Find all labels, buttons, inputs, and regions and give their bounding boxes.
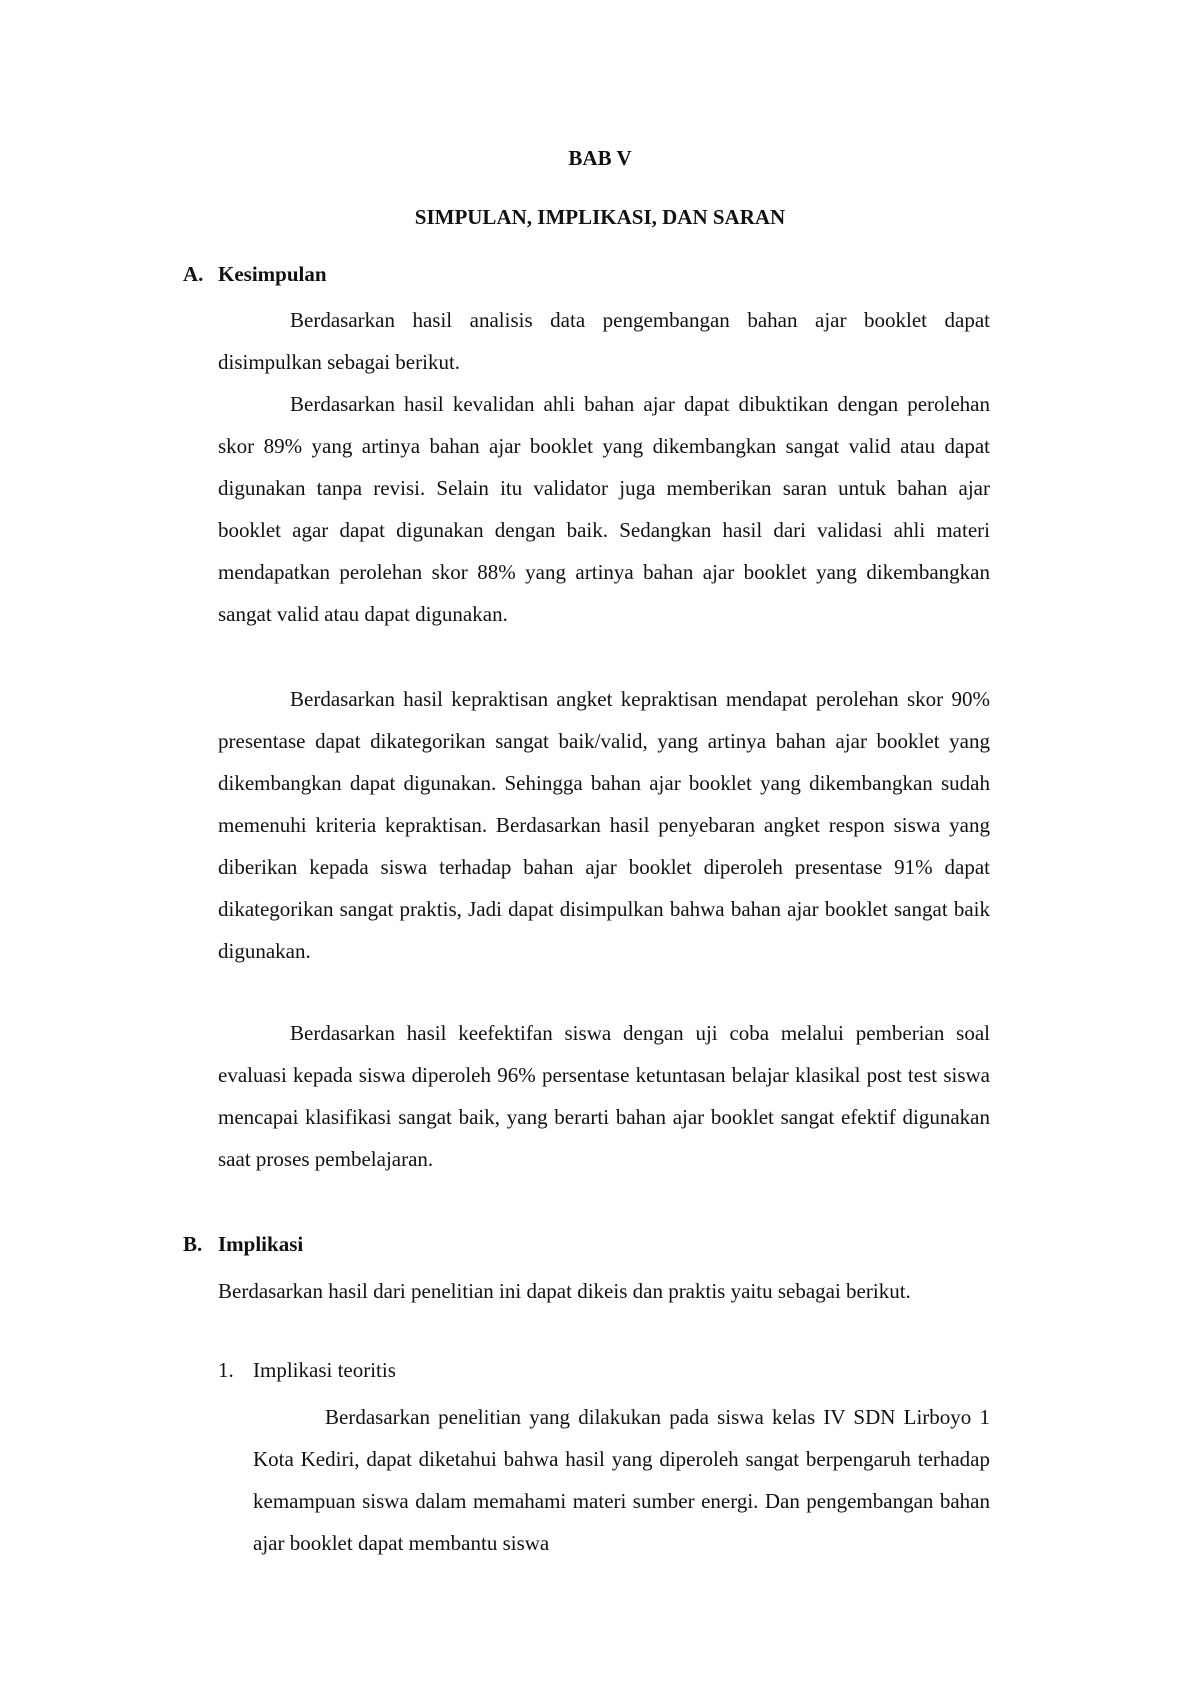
section-b-letter: B. <box>183 1232 203 1256</box>
section-a-letter: A. <box>183 262 204 286</box>
implication-item-1-title: Implikasi teoritis <box>253 1358 396 1382</box>
conclusion-paragraph-1: Berdasarkan hasil analisis data pengembangan bahan ajar booklet dapat disimpulkan sebagai berikut. <box>218 308 990 374</box>
chapter-title: SIMPULAN, IMPLIKASI, DAN SARAN <box>414 205 786 229</box>
chapter-label: BAB V <box>568 146 632 170</box>
implication-item-1-paragraph: Berdasarkan penelitian yang dilakukan pada siswa kelas IV SDN Lirboyo 1 Kota Kediri, dapat diketahui bahwa hasil yang diperoleh sangat berpengaruh terhadap kemampuan siswa dalam memahami materi sumber energi. Dan pengembangan bahan ajar booklet dapat membantu siswa <box>253 1405 990 1555</box>
section-b-title: Implikasi <box>218 1232 304 1256</box>
conclusion-paragraph-4: Berdasarkan hasil keefektifan siswa dengan uji coba melalui pemberian soal evaluasi kepada siswa diperoleh 96% persentase ketuntasan belajar klasikal post test siswa mencapai klasifikasi sangat baik, yang berarti bahan ajar booklet sangat efektif digunakan saat proses pembelajaran. <box>218 1021 990 1171</box>
conclusion-paragraph-2: Berdasarkan hasil kevalidan ahli bahan ajar dapat dibuktikan dengan perolehan skor 89% yang artinya bahan ajar booklet yang dikembangkan sangat valid atau dapat digunakan tanpa revisi. Selain itu validator juga memberikan saran untuk bahan ajar booklet agar dapat digunakan dengan baik. Sedangkan hasil dari validasi ahli materi mendapatkan perolehan skor 88% yang artinya bahan ajar booklet yang dikembangkan sangat valid atau dapat digunakan. <box>218 392 990 626</box>
implication-intro: Berdasarkan hasil dari penelitian ini dapat dikeis dan praktis yaitu sebagai berikut. <box>218 1279 911 1303</box>
implication-item-1-number: 1. <box>218 1358 234 1382</box>
section-a-title: Kesimpulan <box>218 262 327 286</box>
conclusion-paragraph-3: Berdasarkan hasil kepraktisan angket kepraktisan mendapat perolehan skor 90% presentase dapat dikategorikan sangat baik/valid, yang artinya bahan ajar booklet yang dikembangkan dapat digunakan. Sehingga bahan ajar booklet yang dikembangkan sudah memenuhi kriteria kepraktisan. Berdasarkan hasil penyebaran angket respon siswa yang diberikan kepada siswa terhadap bahan ajar booklet diperoleh presentase 91% dapat dikategorikan sangat praktis, Jadi dapat disimpulkan bahwa bahan ajar booklet sangat baik digunakan. <box>218 687 990 963</box>
